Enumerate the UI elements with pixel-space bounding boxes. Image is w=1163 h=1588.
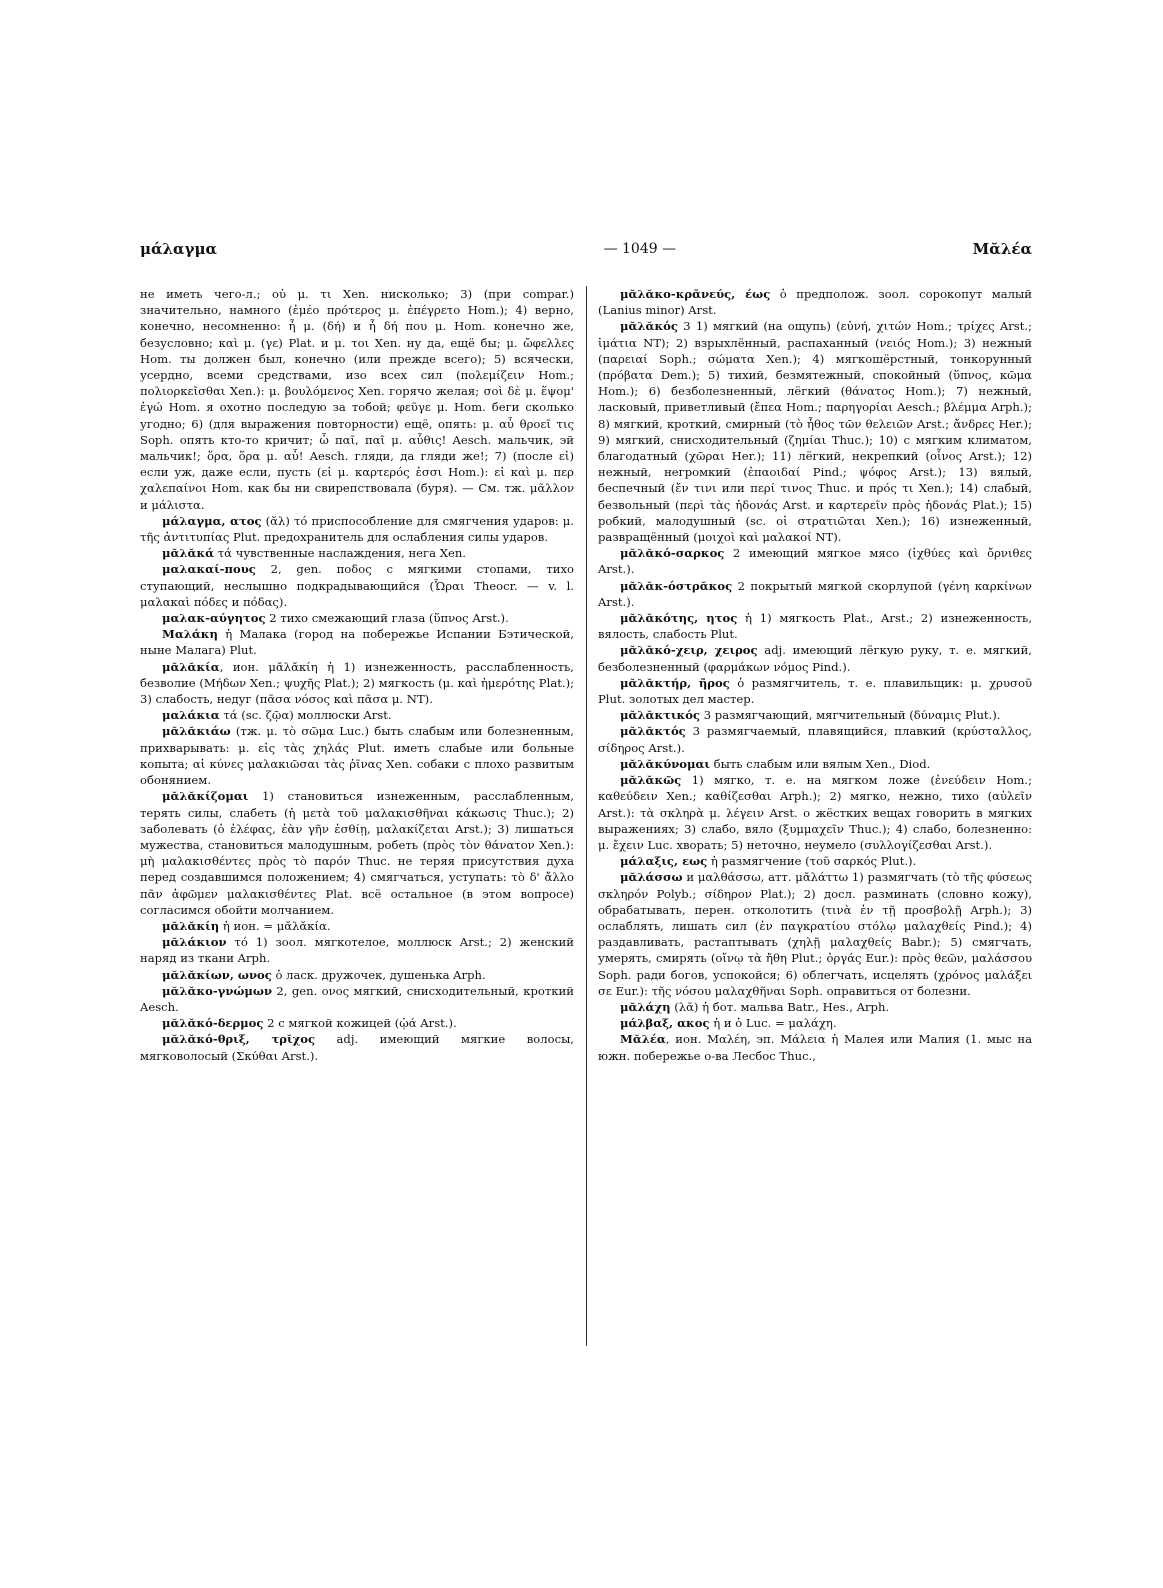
header-left-headword: μάλαγμα (140, 240, 218, 258)
dictionary-entry (598, 707, 1032, 723)
dictionary-entry (140, 610, 574, 626)
entry-headword: μᾰλάχη (620, 999, 671, 1014)
column-divider (586, 286, 587, 1346)
left-column (140, 286, 574, 1346)
entry-definition: τά чувственные наслаждения, нега Xen. (214, 546, 466, 561)
entry-definition: 1) становиться изнеженным, расслабленным, терять силы, слабеть (ἡ μετὰ τοῦ μαλακισθῆναι κάκωσις Thuc.); 2) заболевать (ὁ ἐλέφας, ἐὰν γῆν ἐσθίῃ, μαλακίζεται Arst.); 3) лишаться мужества, становиться малодушным, робеть (πρὸς τὸν θάνατον Xen.): μὴ μαλακισθέντες πρὸς τὸ παρόν Thuc. не теряя присутствия духа перед создавшимся положением; 4) смягчаться, уступать: τὸ δ' ἄλλο πᾶν ἀφῶμεν μαλακισθέντες Plat. всё остальное (в этом вопросе) согласимся обойти молчанием. (140, 789, 574, 917)
dictionary-entry (598, 578, 1032, 610)
dictionary-entry (140, 659, 574, 708)
entry-headword: μάλαξις, εως (620, 854, 708, 869)
text-columns (140, 286, 1032, 1346)
entry-definition: ἡ Малака (город на побережье Испании Бэтической, ныне Малага) Plut. (140, 627, 574, 658)
entry-definition: 2 покрытый мягкой скорлупой (γένη καρκίνων Arst.). (598, 578, 1032, 609)
dictionary-entry (140, 707, 574, 723)
entry-definition: 2, gen. ποδος с мягкими стопами, тихо ступающий, неслышно подкрадывающийся (Ὧραι Theocr. — v. l. μαλακαὶ πόδες и πόδας). (140, 562, 574, 609)
entry-definition: adj. имеющий мягкие волосы, мягковолосый (Σκύθαι Arst.). (140, 1032, 574, 1063)
entry-definition: 2 с мягкой кожицей (ᾠά Arst.). (263, 1016, 457, 1031)
entry-headword: μᾰλᾰκά (162, 546, 215, 561)
entry-definition: (ᾰλ) τό приспособление для смягчения ударов: μ. τῆς ἀντιτυπίας Plut. предохранитель для ослабления силы ударов. (140, 513, 574, 545)
entry-definition: , ион. Μαλέη, эп. Μάλεια ἡ Малея или Малия (1. мыс на южн. побережье о-ва Лесбос Thuc., (598, 1032, 1032, 1063)
dictionary-entry (140, 723, 574, 788)
entry-definition: , ион. μᾰλᾰκίη ἡ 1) изнеженность, расслабленность, безволие (Μήδων Xen.; ψυχῆς Plat.); 2) мягкость (μ. καὶ ἡμερότης Plat.); 3) слабость, недуг (πᾶσα νόσος καὶ πᾶσα μ. NT). (140, 659, 574, 707)
entry-headword: Μᾰλέα (620, 1032, 666, 1047)
entry-headword: μᾰλᾰκύνομαι (620, 756, 710, 771)
dictionary-entry (598, 610, 1032, 642)
dictionary-entry (598, 286, 1032, 318)
entry-definition: 2 имеющий мягкое мясо (ἰχθύες καὶ ὄρνιθες Arst.). (598, 546, 1032, 577)
dictionary-entry (598, 675, 1032, 707)
right-column (598, 286, 1032, 1346)
dictionary-entry (598, 642, 1032, 674)
entry-headword: μᾰλᾰκό-σαρκος (620, 546, 725, 561)
entry-definition: ὁ предполож. зоол. сорокопут малый (Lanius minor) Arst. (598, 287, 1032, 318)
dictionary-entry (140, 983, 574, 1015)
header-right-headword: Μᾰλέα (972, 240, 1032, 258)
entry-definition: ἡ и ὁ Luc. = μαλάχη. (709, 1016, 837, 1031)
entry-headword: μᾰλᾰκίζομαι (162, 789, 249, 804)
dictionary-entry (140, 513, 574, 545)
entry-headword: μαλάκια (162, 708, 220, 723)
entry-headword: μᾰλᾰκιάω (162, 724, 231, 739)
dictionary-entry (598, 1015, 1032, 1031)
entry-definition: 2, gen. ονος мягкий, снисходительный, кроткий Aesch. (140, 983, 574, 1014)
entry-headword: μᾰλᾰκό-θριξ, τρῐχος (162, 1032, 316, 1047)
dictionary-entry (140, 1015, 574, 1031)
dictionary-entry (140, 788, 574, 918)
entry-headword: μᾰλᾰκῶς (620, 773, 682, 788)
dictionary-entry (140, 286, 574, 513)
entry-headword: μᾰλᾰκό-δερμος (162, 1016, 264, 1031)
entry-headword: μᾰλᾰκο-κρᾱνεύς, έως (620, 287, 771, 301)
dictionary-entry (140, 545, 574, 561)
entry-definition: 1) мягко, т. е. на мягком ложе (ἐνεύδειν Hom.; καθεύδειν Xen.; καθίζεσθαι Arph.); 2) мягко, нежно, тихо (αὐλεῖν Arst.): τὰ σκληρὰ μ. λέγειν Arst. о жёстких вещах говорить в мягких выражениях; 3) слабо, вяло (ξυμμαχεῖν Thuc.); 4) слабо, болезненно: μ. ἔχειν Luc. хворать; 5) неточно, неумело (συλλογίζεσθαι Arst.). (598, 773, 1032, 852)
dictionary-entry (140, 918, 574, 934)
dictionary-entry (598, 772, 1032, 853)
entry-definition: ἡ ион. = μᾰλᾰκία. (219, 918, 331, 933)
entry-headword: μαλακ-αύγητος (162, 611, 266, 626)
entry-headword: μᾰλᾰκίη (162, 918, 220, 933)
entry-definition: adj. имеющий лёгкую руку, т. е. мягкий, безболезненный (φαρμάκων νόμος Pind.). (598, 643, 1032, 674)
entry-headword: μάλαγμα, ατος (162, 513, 262, 528)
entry-headword: μᾰλᾰκο-γνώμων (162, 983, 272, 998)
entry-headword: μᾰλᾰκότης, ητος (620, 611, 738, 626)
entry-definition: 2 тихо смежающий глаза (ὕπνος Arst.). (265, 611, 509, 626)
dictionary-entry (140, 967, 574, 983)
entry-definition: τό 1) зоол. мягкотелое, моллюск Arst.; 2) женский наряд из ткани Arph. (140, 935, 574, 966)
entry-headword: μᾰλᾰκ-όστρᾰκος (620, 578, 733, 593)
entry-definition: ὁ размягчитель, т. е. плавильщик: μ. χρυσοῦ Plut. золотых дел мастер. (598, 675, 1032, 707)
entry-definition: 3 размягчающий, мягчительный (δύναμις Plut.). (700, 708, 1001, 723)
dictionary-entry (598, 545, 1032, 577)
dictionary-entry (140, 934, 574, 966)
entry-headword: μᾰλᾰκός (620, 319, 678, 334)
page-number: — 1049 — (603, 241, 677, 257)
dictionary-entry (598, 999, 1032, 1015)
entry-headword: μᾰλᾰκτήρ, ῆρος (620, 675, 730, 690)
entry-headword: μᾰλᾰκίων, ωνος (162, 967, 272, 982)
entry-definition: 3 размягчаемый, плавящийся, плавкий (κρύσταλλος, σίδηρος Arst.). (598, 724, 1032, 755)
entry-definition: (λᾶ) ἡ бот. мальва Batr., Hes., Arph. (670, 999, 890, 1014)
entry-headword: μᾰλᾰκό-χειρ, χειρος (620, 643, 758, 658)
entry-definition: и μαλθάσσω, атт. μᾰλάττω 1) размягчать (τὸ τῆς φύσεως σκληρόν Polyb.; σίδηρον Plat.); 2) досл. разминать (словно кожу), обрабатывать, перен. отколотить (τινὰ ἐν τῇ προσβολῇ Arph.); 3) ослаблять, лишать сил (ἐν παγκρατίου στόλῳ μαλαχθείς Pind.); 4) раздавливать, растаптывать (χηλῇ μαλαχθείς Babr.); 5) смягчать, умерять, смирять (οἴνῳ τὰ ἤθη Plut.; ὀργάς Eur.): πρὸς θεῶν, μαλάσσου Soph. ради богов, успокойся; 6) облегчать, исцелять (χρόνος μαλάξει σε Eur.): τῆς νόσου μαλαχθῆναι Soph. оправиться от болезни. (598, 870, 1032, 998)
entry-headword: μᾰλᾰκία (162, 659, 220, 674)
entry-headword: Μαλάκη (162, 627, 218, 642)
dictionary-entry (140, 626, 574, 658)
entry-definition: 3 1) мягкий (на ощупь) (εὐνή, χιτών Hom.; τρίχες Arst.; ἱμάτια NT); 2) взрыхлённый, распаханный (νειός Hom.); 3) нежный (παρειαί Soph.; σώματα Xen.); 4) мягкошёрстный, тонкорунный (πρόβατα Dem.); 5) тихий, безмятежный, спокойный (ὕπνος, κῶμα Hom.); 6) безболезненный, лёгкий (θάνατος Hom.); 7) нежный, ласковый, приветливый (ἔπεα Hom.; παρηγορίαι Aesch.; βλέμμα Arph.); 8) мягкий, кроткий, смирный (τὸ ἦθος τῶν θελειῶν Arst.; ἄνδρες Her.); 9) мягкий, снисходительный (ζημίαι Thuc.); 10) с мягким климатом, благодатный (χῶραι Her.); 11) лёгкий, некрепкий (οἶνος Arst.); 12) нежный, негромкий (ἐπαοιδαί Pind.; ψόφος Arst.); 13) вялый, беспечный (ἔν τινι или περί τινος Thuc. и πρός τι Xen.); 14) слабый, безвольный (περὶ τὰς ἡδονάς Arst. и καρτερεῖν πρὸς ἡδονάς Plat.); 15) робкий, малодушный (sc. οἱ στρατιῶται Xen.); 16) изнеженный, развращённый (μοιχοὶ καὶ μαλακοί NT). (598, 319, 1032, 545)
dictionary-entry (598, 756, 1032, 772)
dictionary-entry (598, 1031, 1032, 1063)
entry-definition: быть слабым или вялым Xen., Diod. (710, 756, 931, 771)
entry-definition: не иметь чего-л.; οὐ μ. τι Xen. нисколько; 3) (при compar.) значительно, намного (ἐμέο πρότερος μ. ἐπέγρετο Hom.); 4) верно, конечно, несомненно: ἦ μ. (δή) и ἦ δή που μ. Hom. конечно же, безусловно; καὶ μ. (γε) Plat. и μ. τοι Xen. ну да, ещё бы; μ. ὤφελλες Hom. ты должен был, конечно (или прежде всего); 5) всячески, усердно, всеми средствами, изо всех сил (πολεμίζειν Hom.; πολιορκεῖσθαι Xen.): μ. βουλόμενος Xen. горячо желая; σοὶ δὲ μ. ἕψομ' ἐγώ Hom. я охотно последую за тобой; φεῦγε μ. Hom. беги сколько угодно; 6) (для выражения повторности) ещё, опять: μ. αὖ θροεῖ τις Soph. опять кто-то кричит; ὦ παῖ, παῖ μ. αὖθις! Aesch. мальчик, эй мальчик!; ὅρα, ὅρα μ. αὖ! Aesch. гляди, да гляди же!; 7) (после εἰ) если уж, даже если, пусть (εἰ μ. καρτερός ἐσσι Hom.): εἰ καὶ μ. περ χαλεπαίνοι Hom. как бы ни свирепствовала (буря). — См. тж. μᾶλλον и μάλιστα. (140, 287, 574, 512)
entry-definition: (тж. μ. τὸ σῶμα Luc.) быть слабым или болезненным, прихварывать: μ. εἰς τὰς χηλάς Plut. иметь слабые или больные копыта; αἱ κύνες μαλακιῶσαι τὰς ῥῖνας Xen. собаки с плохо развитым обонянием. (140, 724, 574, 788)
dictionary-entry (598, 853, 1032, 869)
entry-definition: τά (sc. ζῷα) моллюски Arst. (219, 708, 392, 723)
entry-headword: μᾰλᾰκτικός (620, 708, 701, 723)
entry-headword: μάλβαξ, ακος (620, 1016, 710, 1031)
entry-headword: μᾰλάσσω (620, 870, 683, 885)
dictionary-entry (598, 869, 1032, 999)
entry-definition: ἡ 1) мягкость Plat., Arst.; 2) изнеженность, вялость, слабость Plut. (598, 611, 1032, 642)
dictionary-entry (598, 723, 1032, 755)
entry-headword: μαλακαί-πους (162, 562, 256, 577)
dictionary-entry (598, 318, 1032, 545)
entry-definition: ὁ ласк. дружочек, душенька Arph. (271, 967, 486, 982)
dictionary-entry (140, 1031, 574, 1063)
entry-headword: μᾰλάκιον (162, 935, 227, 950)
page-header (140, 236, 1032, 262)
entry-headword: μᾰλᾰκτός (620, 724, 686, 739)
entry-definition: ἡ размягчение (τοῦ σαρκός Plut.). (707, 854, 917, 869)
dictionary-entry (140, 561, 574, 610)
